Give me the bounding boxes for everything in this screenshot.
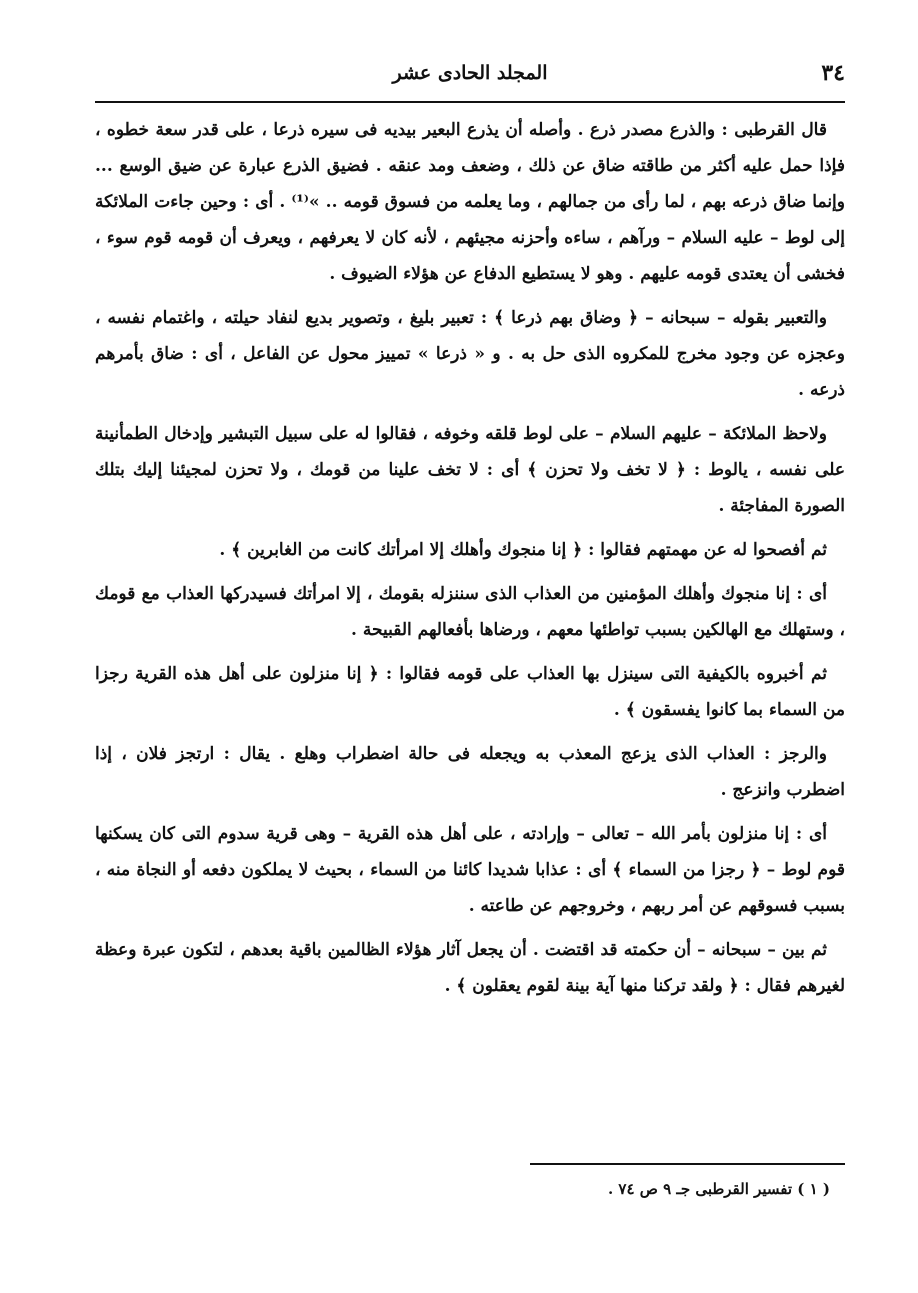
footnote-rule [530,1163,845,1165]
paragraph: ثم أخبروه بالكيفية التى سينزل بها العذاب على قومه فقالوا : ﴿ إنا منزلون على أهل هذه القرية رجزا من السماء بما كانوا يفسقون ﴾ . [95,664,845,720]
paragraph: أى : إنا منزلون بأمر الله – تعالى – وإرادته ، على أهل هذه القرية – وهى قرية سدوم التى كان يسكنها قوم لوط – ﴿ رجزا من السماء ﴾ أى : عذابا شديدا كائنا من السماء ، بحيث لا يملكون دفعه أو النجاة منه ، بسبب فسوقهم عن أمر ربهم ، وخروجهم عن طاعته . [95,824,845,916]
page-body [95,112,845,1012]
paragraph: ثم بين – سبحانه – أن حكمته قد اقتضت . أن يجعل آثار هؤلاء الظالمين باقية بعدهم ، لتكون عبرة وعظة لغيرهم فقال : ﴿ ولقد تركنا منها آية بينة لقوم يعقلون ﴾ . [95,940,845,996]
paragraph: ثم أفصحوا له عن مهمتهم فقالوا : ﴿ إنا منجوك وأهلك إلا امرأتك كانت من الغابرين ﴾ . [219,540,827,560]
paragraph: والرجز : العذاب الذى يزعج المعذب به ويجعله فى حالة اضطراب وهلع . يقال : ارتجز فلان ، إذا اضطرب وانزعج . [95,744,845,800]
page-number: ٣٤ [821,60,845,86]
paragraph: قال القرطبى : والذرع مصدر ذرع . وأصله أن يذرع البعير بيديه فى سيره ذرعا ، على قدر سعة خطوه ، فإذا حمل عليه أكثر من طاقته ضاق عن ذلك ، وضعف ومد عنقه . فضيق الذرع عبارة عن ضيق الوسع ... وإنما ضاق ذرعه بهم ، لما رأى من جمالهم ، وما يعلمه من فسوق قومه .. »⁽¹⁾ . أى : وحين جاءت الملائكة إلى لوط – عليه السلام – ورآهم ، ساءه وأحزنه مجيئهم ، لأنه كان لا يعرفهم ، ويعرف أن قومه قوم سوء ، فخشى أن يعتدى قومه عليهم . وهو لا يستطيع الدفاع عن هؤلاء الضيوف . [95,120,845,284]
paragraph: أى : إنا منجوك وأهلك المؤمنين من العذاب الذى سننزله بقومك ، إلا امرأتك فسيدركها العذاب مع قومك ، وستهلك مع الهالكين بسبب تواطئها معهم ، ورضاها بأفعالهم القبيحة . [95,584,845,640]
page-header [95,60,845,96]
volume-title: المجلد الحادى عشر [392,62,548,84]
paragraph: ولاحظ الملائكة – عليهم السلام – على لوط قلقه وخوفه ، فقالوا له على سبيل التبشير وإدخال الطمأنينة على نفسه ، يالوط : ﴿ لا تخف ولا تحزن ﴾ أى : لا تخف علينا من قومك ، ولا تحزن لمجيئنا إليك بتلك الصورة المفاجئة . [95,424,845,516]
paragraph: والتعبير بقوله – سبحانه – ﴿ وضاق بهم ذرعا ﴾ : تعبير بليغ ، وتصوير بديع لنفاد حيلته ، واغتمام نفسه ، وعجزه عن وجود مخرج للمكروه الذى حل به . و « ذرعا » تمييز محول عن الفاعل ، أى : ضاق بأمرهم ذرعه . [95,308,845,400]
footnote: ( ١ ) تفسير القرطبى جـ ٩ ص ٧٤ . [607,1180,830,1198]
header-rule [95,101,845,103]
